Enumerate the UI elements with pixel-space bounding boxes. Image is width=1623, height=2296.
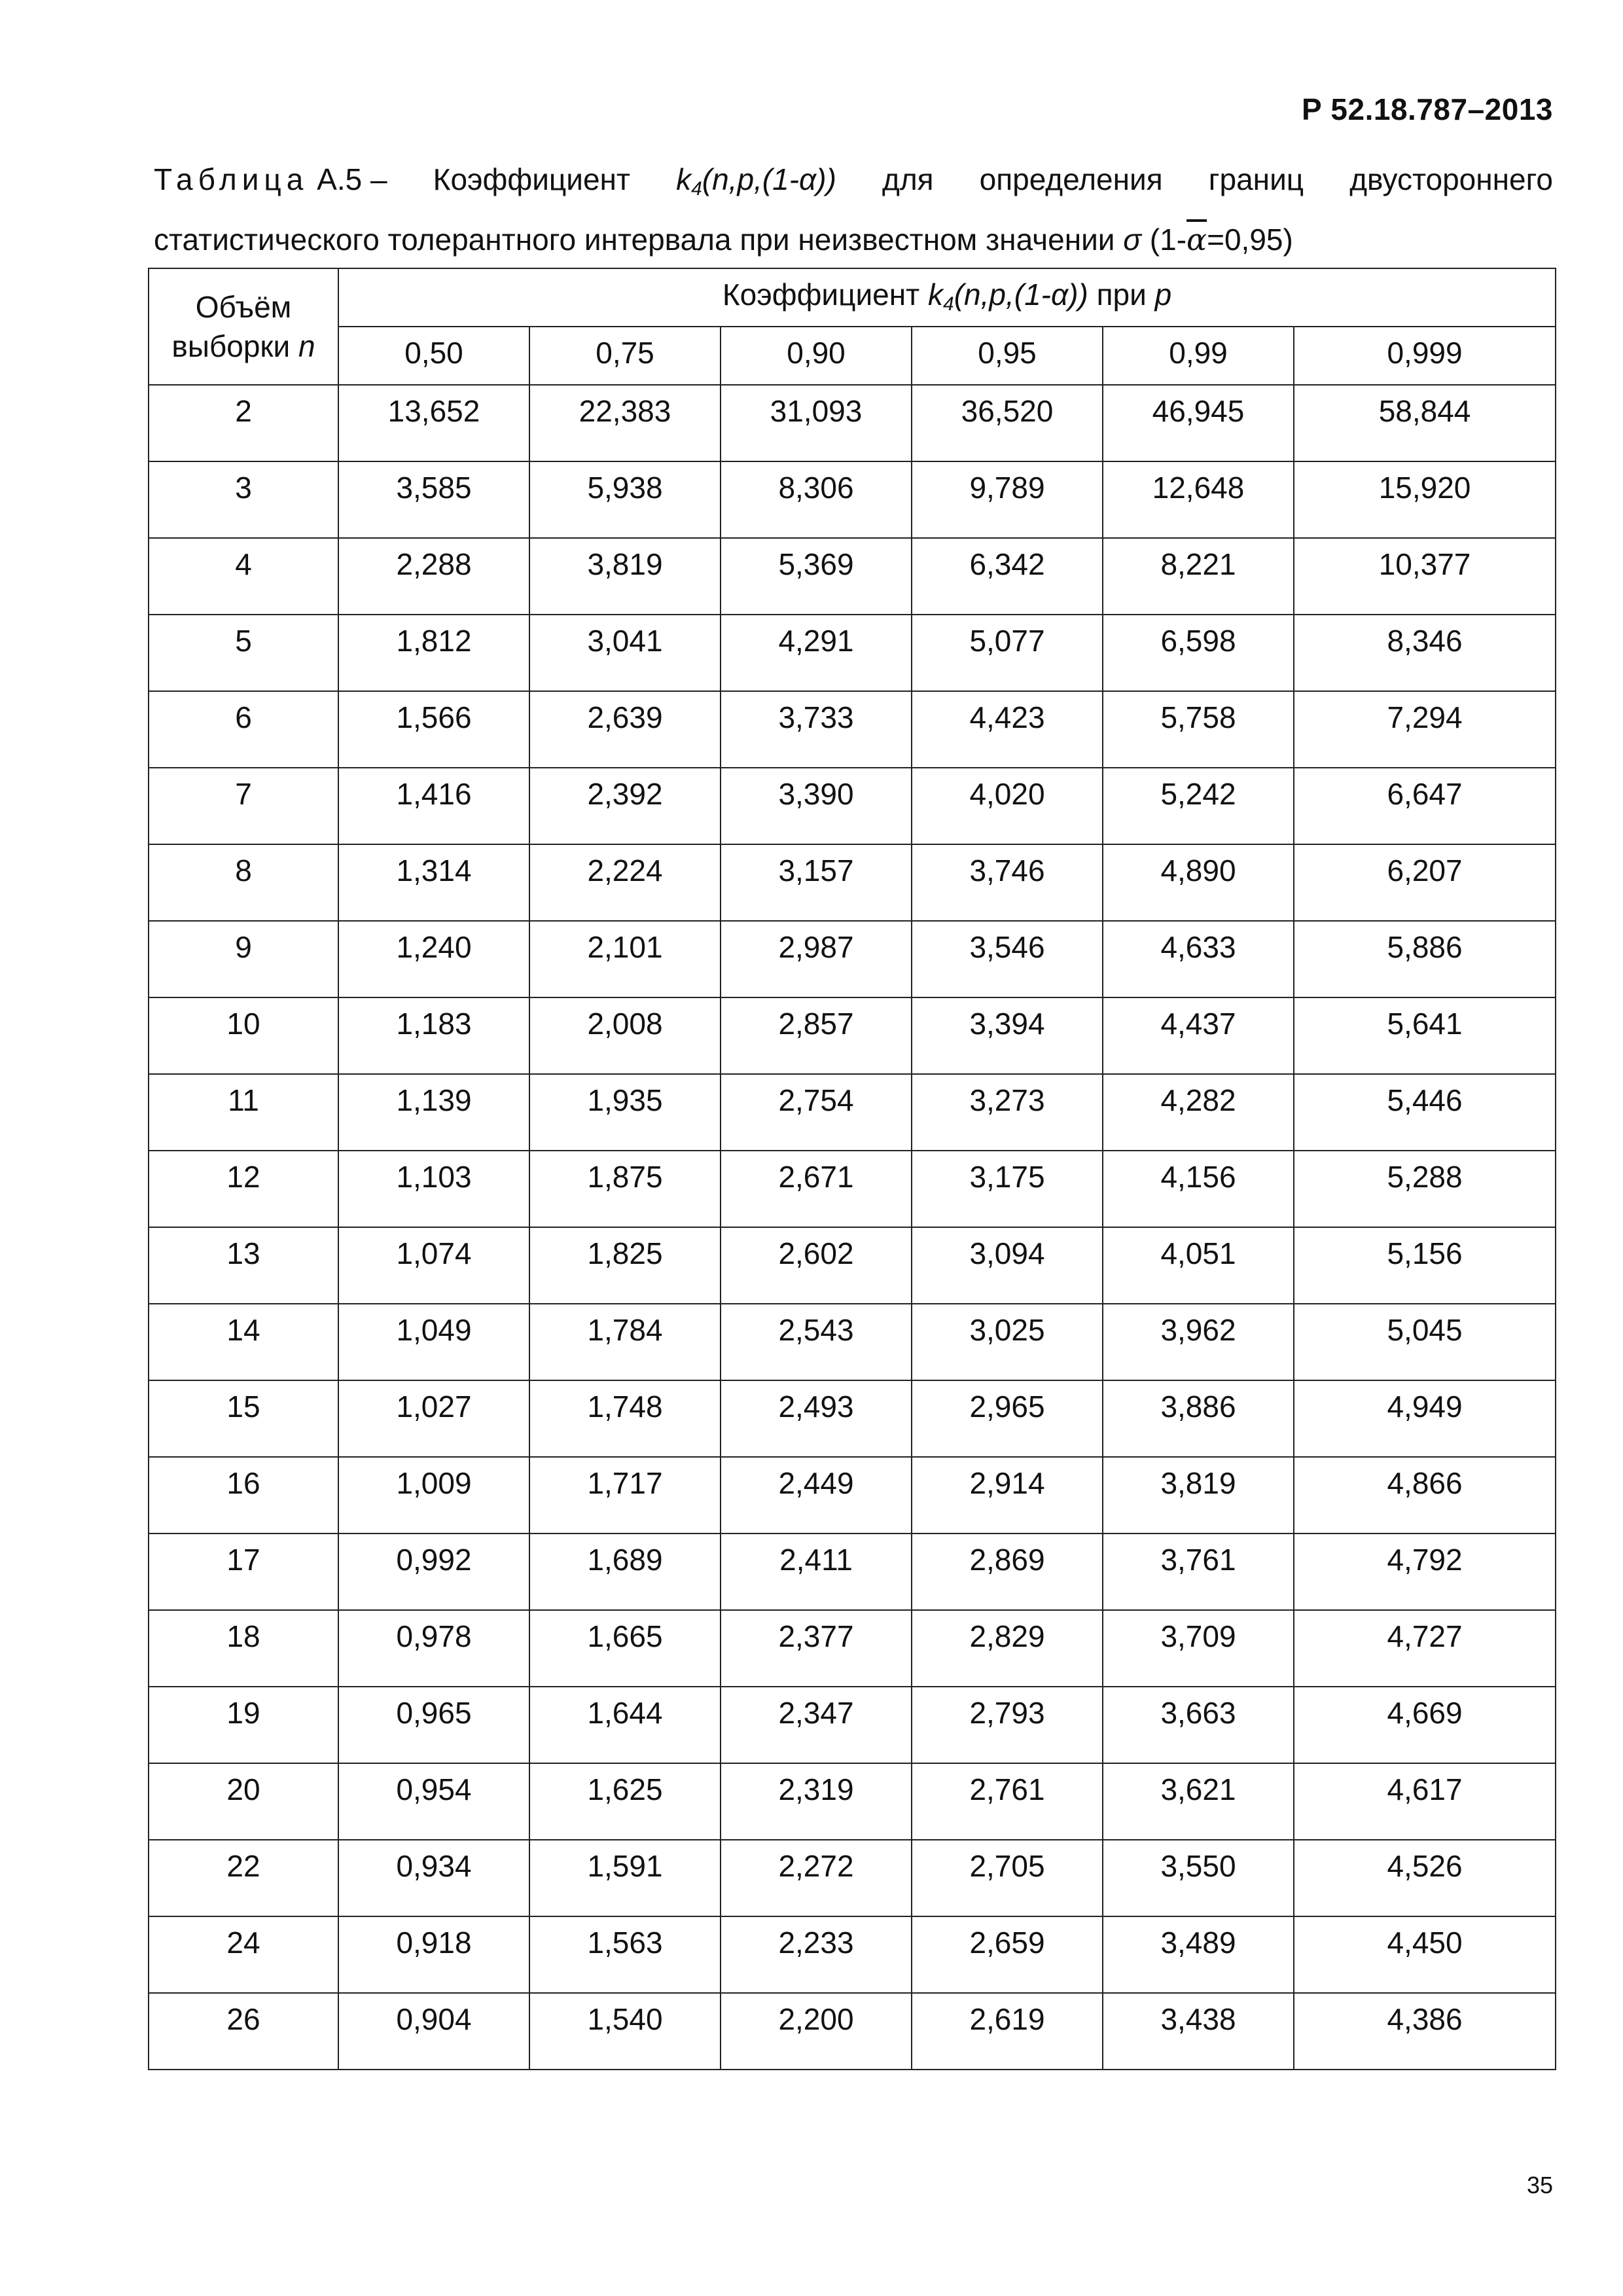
caption-word-coef: Коэффициент (433, 162, 630, 196)
coefficient-cell: 2,319 (721, 1763, 912, 1840)
coefficient-cell: 1,566 (338, 691, 529, 768)
coefficient-cell: 2,101 (529, 921, 721, 997)
coefficient-cell: 2,272 (721, 1840, 912, 1916)
coefficient-cell: 8,221 (1103, 538, 1294, 615)
coefficient-cell: 1,183 (338, 997, 529, 1074)
coefficient-cell: 1,689 (529, 1534, 721, 1610)
p-values-row (149, 327, 1556, 385)
coefficient-cell: 13,652 (338, 385, 529, 461)
coefficient-cell: 3,394 (912, 997, 1103, 1074)
coefficient-cell: 2,233 (721, 1916, 912, 1993)
sample-size-cell: 5 (149, 615, 338, 691)
sample-size-cell: 26 (149, 1993, 338, 2070)
group-header-var: p (1154, 278, 1172, 312)
coefficient-cell: 4,450 (1294, 1916, 1556, 1993)
coefficient-cell: 2,705 (912, 1840, 1103, 1916)
group-header-k: k (928, 278, 944, 312)
coefficient-cell: 1,103 (338, 1151, 529, 1227)
sample-size-cell: 2 (149, 385, 338, 461)
coefficient-cell: 0,934 (338, 1840, 529, 1916)
group-header-k-sub: 4 (943, 293, 954, 315)
p-value-header: 0,95 (912, 327, 1103, 385)
table-row (149, 1610, 1556, 1687)
coefficient-table (148, 268, 1556, 2070)
sample-size-cell: 16 (149, 1457, 338, 1534)
sample-size-cell: 19 (149, 1687, 338, 1763)
coefficient-cell: 1,049 (338, 1304, 529, 1380)
caption-paren-open: (1- (1141, 223, 1187, 257)
coefficient-cell: 4,437 (1103, 997, 1294, 1074)
coefficient-cell: 5,045 (1294, 1304, 1556, 1380)
coefficient-cell: 1,625 (529, 1763, 721, 1840)
coefficient-cell: 36,520 (912, 385, 1103, 461)
sample-size-cell: 22 (149, 1840, 338, 1916)
coefficient-cell: 3,819 (1103, 1457, 1294, 1534)
coefficient-cell: 0,978 (338, 1610, 529, 1687)
coefficient-cell: 4,890 (1103, 844, 1294, 921)
sample-size-cell: 15 (149, 1380, 338, 1457)
table-row (149, 1074, 1556, 1151)
caption-word-3: границ (1208, 162, 1304, 196)
coefficient-cell: 46,945 (1103, 385, 1294, 461)
coefficient-cell: 3,094 (912, 1227, 1103, 1304)
coefficient-cell: 4,423 (912, 691, 1103, 768)
coefficient-cell: 3,663 (1103, 1687, 1294, 1763)
coefficient-cell: 1,009 (338, 1457, 529, 1534)
coefficient-cell: 12,648 (1103, 461, 1294, 538)
sample-size-cell: 14 (149, 1304, 338, 1380)
caption-line-2 (154, 209, 1553, 270)
coefficient-cell: 1,825 (529, 1227, 721, 1304)
coefficient-cell: 2,493 (721, 1380, 912, 1457)
sample-size-header-line2: выборки (171, 329, 291, 363)
sample-size-header-var: n (298, 329, 315, 363)
coefficient-cell: 1,139 (338, 1074, 529, 1151)
coefficient-cell: 10,377 (1294, 538, 1556, 615)
coefficient-cell: 15,920 (1294, 461, 1556, 538)
coefficient-group-header (338, 268, 1556, 327)
sample-size-cell: 4 (149, 538, 338, 615)
coefficient-cell: 4,291 (721, 615, 912, 691)
p-value-header: 0,99 (1103, 327, 1294, 385)
coefficient-cell: 8,346 (1294, 615, 1556, 691)
table-row (149, 1916, 1556, 1993)
sample-size-cell: 13 (149, 1227, 338, 1304)
coefficient-cell: 3,157 (721, 844, 912, 921)
table-row (149, 1304, 1556, 1380)
caption-word-4: двустороннего (1349, 162, 1553, 196)
coefficient-cell: 3,621 (1103, 1763, 1294, 1840)
coefficient-cell: 1,591 (529, 1840, 721, 1916)
coefficient-cell: 4,051 (1103, 1227, 1294, 1304)
coefficient-cell: 1,812 (338, 615, 529, 691)
coefficient-cell: 1,314 (338, 844, 529, 921)
caption-title (154, 149, 387, 209)
coefficient-cell: 3,273 (912, 1074, 1103, 1151)
coefficient-cell: 3,709 (1103, 1610, 1294, 1687)
coefficient-cell: 1,717 (529, 1457, 721, 1534)
table-row (149, 461, 1556, 538)
coefficient-cell: 0,918 (338, 1916, 529, 1993)
table-row (149, 1763, 1556, 1840)
table-row (149, 921, 1556, 997)
coefficient-cell: 3,025 (912, 1304, 1103, 1380)
group-header-prefix: Коэффициент (722, 278, 920, 312)
coefficient-cell: 1,935 (529, 1074, 721, 1151)
coefficient-cell: 5,077 (912, 615, 1103, 691)
coefficient-cell: 4,156 (1103, 1151, 1294, 1227)
coefficient-cell: 2,200 (721, 1993, 912, 2070)
coefficient-cell: 1,665 (529, 1610, 721, 1687)
table-row (149, 1993, 1556, 2070)
sample-size-cell: 3 (149, 461, 338, 538)
coefficient-cell: 2,347 (721, 1687, 912, 1763)
coefficient-cell: 0,992 (338, 1534, 529, 1610)
coefficient-cell: 1,240 (338, 921, 529, 997)
coefficient-cell: 1,416 (338, 768, 529, 844)
p-value-header: 0,90 (721, 327, 912, 385)
coefficient-cell: 2,543 (721, 1304, 912, 1380)
coefficient-cell: 1,563 (529, 1916, 721, 1993)
coefficient-cell: 5,886 (1294, 921, 1556, 997)
coefficient-cell: 2,793 (912, 1687, 1103, 1763)
coefficient-cell: 2,857 (721, 997, 912, 1074)
coefficient-cell: 1,784 (529, 1304, 721, 1380)
table-row (149, 1457, 1556, 1534)
coefficient-cell: 3,489 (1103, 1916, 1294, 1993)
coefficient-cell: 5,641 (1294, 997, 1556, 1074)
sample-size-cell: 18 (149, 1610, 338, 1687)
coefficient-cell: 4,617 (1294, 1763, 1556, 1840)
coefficient-cell: 9,789 (912, 461, 1103, 538)
table-row (149, 1687, 1556, 1763)
table-row (149, 997, 1556, 1074)
coefficient-cell: 2,411 (721, 1534, 912, 1610)
coefficient-cell: 4,792 (1294, 1534, 1556, 1610)
table-row (149, 691, 1556, 768)
coefficient-cell: 1,748 (529, 1380, 721, 1457)
coefficient-cell: 2,449 (721, 1457, 912, 1534)
coefficient-cell: 3,175 (912, 1151, 1103, 1227)
group-header-suffix: при (1088, 278, 1147, 312)
sample-size-cell: 10 (149, 997, 338, 1074)
coefficient-cell: 3,962 (1103, 1304, 1294, 1380)
caption-line2-text: статистического толерантного интервала при неизвестном значении (154, 223, 1115, 257)
coefficient-cell: 4,386 (1294, 1993, 1556, 2070)
page-number: 35 (1526, 2172, 1553, 2198)
sample-size-cell: 17 (149, 1534, 338, 1610)
coefficient-cell: 5,369 (721, 538, 912, 615)
coefficient-cell: 2,987 (721, 921, 912, 997)
table-row (149, 768, 1556, 844)
table-caption (154, 149, 1553, 270)
group-header-args: (n,p,(1-α)) (954, 278, 1088, 312)
p-value-header: 0,50 (338, 327, 529, 385)
coefficient-cell: 7,294 (1294, 691, 1556, 768)
coefficient-cell: 22,383 (529, 385, 721, 461)
coefficient-cell: 2,869 (912, 1534, 1103, 1610)
coefficient-cell: 0,904 (338, 1993, 529, 2070)
coefficient-cell: 0,954 (338, 1763, 529, 1840)
coefficient-cell: 4,526 (1294, 1840, 1556, 1916)
coefficient-cell: 3,585 (338, 461, 529, 538)
coefficient-cell: 1,074 (338, 1227, 529, 1304)
coefficient-cell: 2,288 (338, 538, 529, 615)
coefficient-cell: 31,093 (721, 385, 912, 461)
coefficient-cell: 3,550 (1103, 1840, 1294, 1916)
p-value-header: 0,999 (1294, 327, 1556, 385)
table-body (149, 385, 1556, 2070)
coefficient-cell: 58,844 (1294, 385, 1556, 461)
caption-line-1 (154, 149, 1553, 209)
caption-formula (676, 149, 836, 209)
caption-k: k (676, 162, 692, 196)
coefficient-cell: 5,288 (1294, 1151, 1556, 1227)
coefficient-cell: 5,446 (1294, 1074, 1556, 1151)
caption-sigma: σ (1123, 223, 1142, 257)
coefficient-cell: 2,914 (912, 1457, 1103, 1534)
coefficient-cell: 2,671 (721, 1151, 912, 1227)
coefficient-cell: 3,746 (912, 844, 1103, 921)
caption-k-sub: 4 (691, 178, 702, 200)
caption-conf-value: =0,95) (1207, 223, 1293, 257)
coefficient-cell: 1,644 (529, 1687, 721, 1763)
sample-size-cell: 12 (149, 1151, 338, 1227)
coefficient-cell: 4,949 (1294, 1380, 1556, 1457)
coefficient-cell: 4,282 (1103, 1074, 1294, 1151)
coefficient-cell: 2,829 (912, 1610, 1103, 1687)
caption-word-1: для (882, 162, 934, 196)
sample-size-cell: 9 (149, 921, 338, 997)
coefficient-cell: 1,027 (338, 1380, 529, 1457)
caption-word-2: определения (979, 162, 1163, 196)
coefficient-cell: 1,875 (529, 1151, 721, 1227)
table-row (149, 1380, 1556, 1457)
coefficient-cell: 3,886 (1103, 1380, 1294, 1457)
coefficient-cell: 2,639 (529, 691, 721, 768)
coefficient-cell: 6,207 (1294, 844, 1556, 921)
coefficient-cell: 5,156 (1294, 1227, 1556, 1304)
coefficient-cell: 4,633 (1103, 921, 1294, 997)
coefficient-cell: 2,619 (912, 1993, 1103, 2070)
coefficient-cell: 5,938 (529, 461, 721, 538)
table-row (149, 385, 1556, 461)
coefficient-cell: 6,598 (1103, 615, 1294, 691)
coefficient-cell: 5,242 (1103, 768, 1294, 844)
sample-size-cell: 8 (149, 844, 338, 921)
sample-size-cell: 11 (149, 1074, 338, 1151)
sample-size-header-line1: Объём (195, 290, 292, 324)
coefficient-cell: 5,758 (1103, 691, 1294, 768)
document-code: Р 52.18.787–2013 (1301, 92, 1553, 126)
coefficient-cell: 2,377 (721, 1610, 912, 1687)
table-header-row (149, 268, 1556, 327)
sample-size-header (149, 268, 338, 385)
coefficient-cell: 4,727 (1294, 1610, 1556, 1687)
coefficient-cell: 6,342 (912, 538, 1103, 615)
coefficient-cell: 3,733 (721, 691, 912, 768)
sample-size-cell: 6 (149, 691, 338, 768)
coefficient-cell: 2,965 (912, 1380, 1103, 1457)
coefficient-cell: 2,008 (529, 997, 721, 1074)
sample-size-cell: 20 (149, 1763, 338, 1840)
coefficient-cell: 4,020 (912, 768, 1103, 844)
coefficient-cell: 2,761 (912, 1763, 1103, 1840)
table-row (149, 538, 1556, 615)
table-row (149, 1227, 1556, 1304)
coefficient-cell: 4,669 (1294, 1687, 1556, 1763)
p-value-header: 0,75 (529, 327, 721, 385)
coefficient-cell: 3,390 (721, 768, 912, 844)
sample-size-cell: 24 (149, 1916, 338, 1993)
caption-alpha: $\overline{\alpha}$ (1186, 222, 1207, 257)
table-row (149, 844, 1556, 921)
coefficient-cell: 2,754 (721, 1074, 912, 1151)
sample-size-cell: 7 (149, 768, 338, 844)
caption-args: (n,p,(1-α)) (702, 162, 836, 196)
caption-number: А.5 – (317, 162, 387, 196)
coefficient-cell: 2,392 (529, 768, 721, 844)
table-row (149, 1534, 1556, 1610)
table-row (149, 1151, 1556, 1227)
caption-label: Таблица (154, 162, 309, 196)
coefficient-cell: 3,546 (912, 921, 1103, 997)
coefficient-cell: 3,819 (529, 538, 721, 615)
table-row (149, 615, 1556, 691)
coefficient-cell: 2,659 (912, 1916, 1103, 1993)
coefficient-cell: 3,761 (1103, 1534, 1294, 1610)
coefficient-cell: 2,602 (721, 1227, 912, 1304)
coefficient-cell: 2,224 (529, 844, 721, 921)
table-row (149, 1840, 1556, 1916)
coefficient-cell: 0,965 (338, 1687, 529, 1763)
coefficient-cell: 8,306 (721, 461, 912, 538)
coefficient-cell: 3,438 (1103, 1993, 1294, 2070)
coefficient-cell: 1,540 (529, 1993, 721, 2070)
coefficient-cell: 6,647 (1294, 768, 1556, 844)
coefficient-cell: 3,041 (529, 615, 721, 691)
coefficient-cell: 4,866 (1294, 1457, 1556, 1534)
